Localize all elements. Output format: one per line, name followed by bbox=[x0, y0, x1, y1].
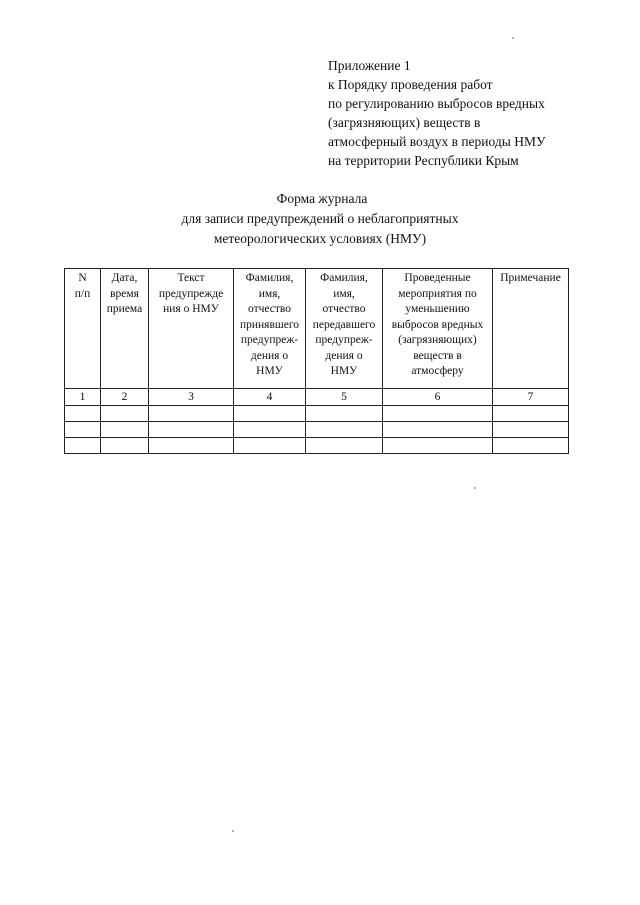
header-text: предупреж- bbox=[240, 334, 299, 346]
header-text: принявшего bbox=[239, 318, 300, 331]
table-cell bbox=[65, 422, 101, 438]
header-text: мероприятия по bbox=[398, 287, 477, 300]
header-text: НМУ bbox=[330, 365, 358, 377]
title-line: для записи предупреждений о неблагоприятных bbox=[181, 211, 459, 226]
header-cell-receiver bbox=[234, 269, 306, 389]
table-cell bbox=[493, 406, 569, 422]
journal-table bbox=[64, 268, 569, 454]
table-cell bbox=[493, 438, 569, 454]
appendix-block bbox=[328, 56, 628, 170]
header-text: предупрежде bbox=[158, 287, 224, 300]
table-cell bbox=[65, 406, 101, 422]
column-number: 1 bbox=[65, 389, 101, 406]
table-cell bbox=[234, 422, 306, 438]
header-text: передавшего bbox=[312, 318, 376, 331]
table-cell bbox=[234, 406, 306, 422]
column-number: 7 bbox=[493, 389, 569, 406]
header-text: Фамилия, bbox=[320, 272, 368, 284]
table-cell bbox=[149, 438, 234, 454]
header-text: (загрязняющих) bbox=[398, 334, 477, 346]
journal-body bbox=[65, 406, 569, 454]
appendix-line: к Порядку проведения работ bbox=[328, 77, 493, 92]
appendix-line: на территории Республики Крым bbox=[328, 153, 519, 168]
header-cell-sender bbox=[306, 269, 383, 389]
table-cell bbox=[101, 438, 149, 454]
table-cell bbox=[493, 422, 569, 438]
appendix-line: атмосферный воздух в периоды НМУ bbox=[328, 134, 546, 149]
header-text: дения о bbox=[325, 349, 363, 362]
header-text: веществ в bbox=[413, 349, 462, 362]
table-cell bbox=[383, 422, 493, 438]
scan-speck bbox=[474, 487, 476, 489]
column-number: 2 bbox=[101, 389, 149, 406]
header-text: уменьшению bbox=[405, 303, 470, 315]
column-number-row bbox=[65, 389, 569, 406]
header-cell-text bbox=[149, 269, 234, 389]
title-line: Форма журнала bbox=[276, 191, 368, 206]
table-cell bbox=[101, 422, 149, 438]
header-text: Фамилия, bbox=[245, 272, 294, 284]
table-row bbox=[65, 422, 569, 438]
header-text: атмосферу bbox=[411, 365, 464, 377]
header-row bbox=[65, 269, 569, 389]
header-text: п/п bbox=[74, 287, 91, 300]
header-text: дения о bbox=[250, 349, 289, 362]
header-text: Текст bbox=[177, 272, 205, 284]
table-cell bbox=[149, 406, 234, 422]
header-cell-measures bbox=[383, 269, 493, 389]
header-text: НМУ bbox=[256, 365, 283, 377]
header-text: Дата, bbox=[111, 272, 138, 284]
appendix-line: (загрязняющих) веществ в bbox=[328, 115, 481, 130]
table-cell bbox=[306, 438, 383, 454]
table-row bbox=[65, 438, 569, 454]
header-text: выбросов вредных bbox=[391, 318, 484, 331]
header-text: отчество bbox=[247, 303, 292, 315]
column-number: 3 bbox=[149, 389, 234, 406]
header-text: приема bbox=[106, 303, 143, 315]
header-cell-date bbox=[101, 269, 149, 389]
table-cell bbox=[149, 422, 234, 438]
column-number: 6 bbox=[383, 389, 493, 406]
header-text: имя, bbox=[258, 287, 281, 300]
table-cell bbox=[306, 406, 383, 422]
column-number: 5 bbox=[306, 389, 383, 406]
scan-speck bbox=[232, 830, 234, 832]
header-text: отчество bbox=[322, 303, 366, 315]
table-cell bbox=[306, 422, 383, 438]
header-text: Примечание bbox=[500, 272, 561, 284]
header-cell-number bbox=[65, 269, 101, 389]
table-row bbox=[65, 406, 569, 422]
table-cell bbox=[383, 438, 493, 454]
column-number: 4 bbox=[234, 389, 306, 406]
appendix-line: по регулированию выбросов вредных bbox=[328, 96, 545, 111]
appendix-line: Приложение 1 bbox=[328, 58, 411, 73]
scan-speck bbox=[512, 37, 514, 39]
header-text: время bbox=[110, 287, 139, 300]
header-text: N bbox=[78, 272, 87, 284]
header-text: предупреж- bbox=[315, 334, 373, 346]
header-text: имя, bbox=[333, 287, 355, 300]
document-title bbox=[0, 189, 640, 249]
table-cell bbox=[234, 438, 306, 454]
header-text: Проведенные bbox=[404, 272, 471, 284]
title-line: метеорологических условиях (НМУ) bbox=[213, 231, 427, 246]
table-cell bbox=[383, 406, 493, 422]
table-cell bbox=[101, 406, 149, 422]
header-cell-note bbox=[493, 269, 569, 389]
table-cell bbox=[65, 438, 101, 454]
header-text: ния о НМУ bbox=[163, 303, 219, 315]
